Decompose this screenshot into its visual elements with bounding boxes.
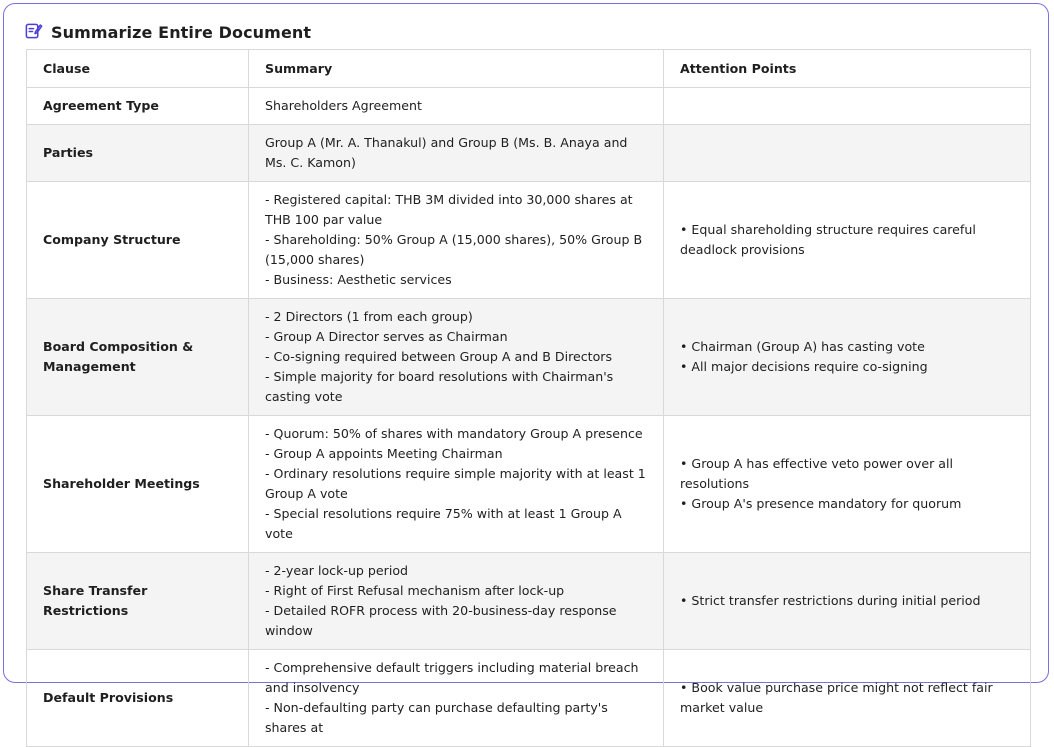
- edit-note-icon: [24, 21, 43, 44]
- table-row: [27, 182, 1031, 299]
- summary-line: - Business: Aesthetic services: [265, 272, 452, 287]
- table-row: [27, 299, 1031, 416]
- summary-line: - Group A Director serves as Chairman: [265, 329, 508, 344]
- attention-point: • Group A's presence mandatory for quorum: [680, 496, 962, 511]
- clause-cell: Share Transfer Restrictions: [27, 553, 249, 650]
- summary-table: [26, 49, 1031, 747]
- summary-line: - Shareholding: 50% Group A (15,000 shares), 50% Group B (15,000 shares): [265, 232, 643, 267]
- summary-cell: [249, 88, 664, 125]
- summary-line: Shareholders Agreement: [265, 98, 422, 113]
- summary-line: - Co-signing required between Group A and B Directors: [265, 349, 613, 364]
- summary-line: - Ordinary resolutions require simple majority with at least 1 Group A vote: [265, 466, 646, 501]
- attention-cell: [664, 553, 1031, 650]
- summary-line: - Comprehensive default triggers including material breach and insolvency: [265, 660, 639, 695]
- card-header: [24, 20, 311, 44]
- clause-cell: Default Provisions: [27, 650, 249, 747]
- attention-point: • Book value purchase price might not reflect fair market value: [680, 680, 993, 715]
- summary-cell: [249, 650, 664, 747]
- attention-point: • Strict transfer restrictions during initial period: [680, 593, 981, 608]
- summary-line: - Simple majority for board resolutions with Chairman's casting vote: [265, 369, 614, 404]
- summary-line: - Right of First Refusal mechanism after lock-up: [265, 583, 565, 598]
- attention-point: • Group A has effective veto power over all resolutions: [680, 456, 953, 491]
- clause-cell: Board Composition & Management: [27, 299, 249, 416]
- summary-cell: [249, 299, 664, 416]
- summary-line: - Special resolutions require 75% with at least 1 Group A vote: [265, 506, 622, 541]
- summary-card: [3, 3, 1049, 735]
- summary-line: - 2-year lock-up period: [265, 563, 409, 578]
- summary-cell: [249, 182, 664, 299]
- attention-cell: [664, 88, 1031, 125]
- attention-cell: [664, 125, 1031, 182]
- summary-line: - Quorum: 50% of shares with mandatory Group A presence: [265, 426, 643, 441]
- summary-line: - Non-defaulting party can purchase defaulting party's shares at: [265, 700, 608, 735]
- column-header-clause: Clause: [27, 50, 249, 88]
- table-row: [27, 553, 1031, 650]
- table-row: [27, 88, 1031, 125]
- summary-cell: [249, 553, 664, 650]
- table-row: [27, 416, 1031, 553]
- summary-cell: [249, 416, 664, 553]
- attention-point: • Chairman (Group A) has casting vote: [680, 339, 925, 354]
- attention-cell: [664, 650, 1031, 747]
- summary-line: - Detailed ROFR process with 20-business-day response window: [265, 603, 617, 638]
- attention-point: • All major decisions require co-signing: [680, 359, 928, 374]
- column-header-attention: Attention Points: [664, 50, 1031, 88]
- table-header-row: [27, 50, 1031, 88]
- table-row: [27, 650, 1031, 747]
- column-header-summary: Summary: [249, 50, 664, 88]
- summary-line: - 2 Directors (1 from each group): [265, 309, 473, 324]
- summary-line: - Group A appoints Meeting Chairman: [265, 446, 503, 461]
- summary-line: Group A (Mr. A. Thanakul) and Group B (Ms. B. Anaya and Ms. C. Kamon): [265, 135, 628, 170]
- clause-cell: Shareholder Meetings: [27, 416, 249, 553]
- clause-cell: Parties: [27, 125, 249, 182]
- attention-point: • Equal shareholding structure requires careful deadlock provisions: [680, 222, 976, 257]
- summary-line: - Registered capital: THB 3M divided into 30,000 shares at THB 100 par value: [265, 192, 633, 227]
- table-row: [27, 125, 1031, 182]
- page-title: Summarize Entire Document: [51, 22, 312, 42]
- attention-cell: [664, 299, 1031, 416]
- attention-cell: [664, 416, 1031, 553]
- summary-cell: [249, 125, 664, 182]
- clause-cell: Company Structure: [27, 182, 249, 299]
- attention-cell: [664, 182, 1031, 299]
- clause-cell: Agreement Type: [27, 88, 249, 125]
